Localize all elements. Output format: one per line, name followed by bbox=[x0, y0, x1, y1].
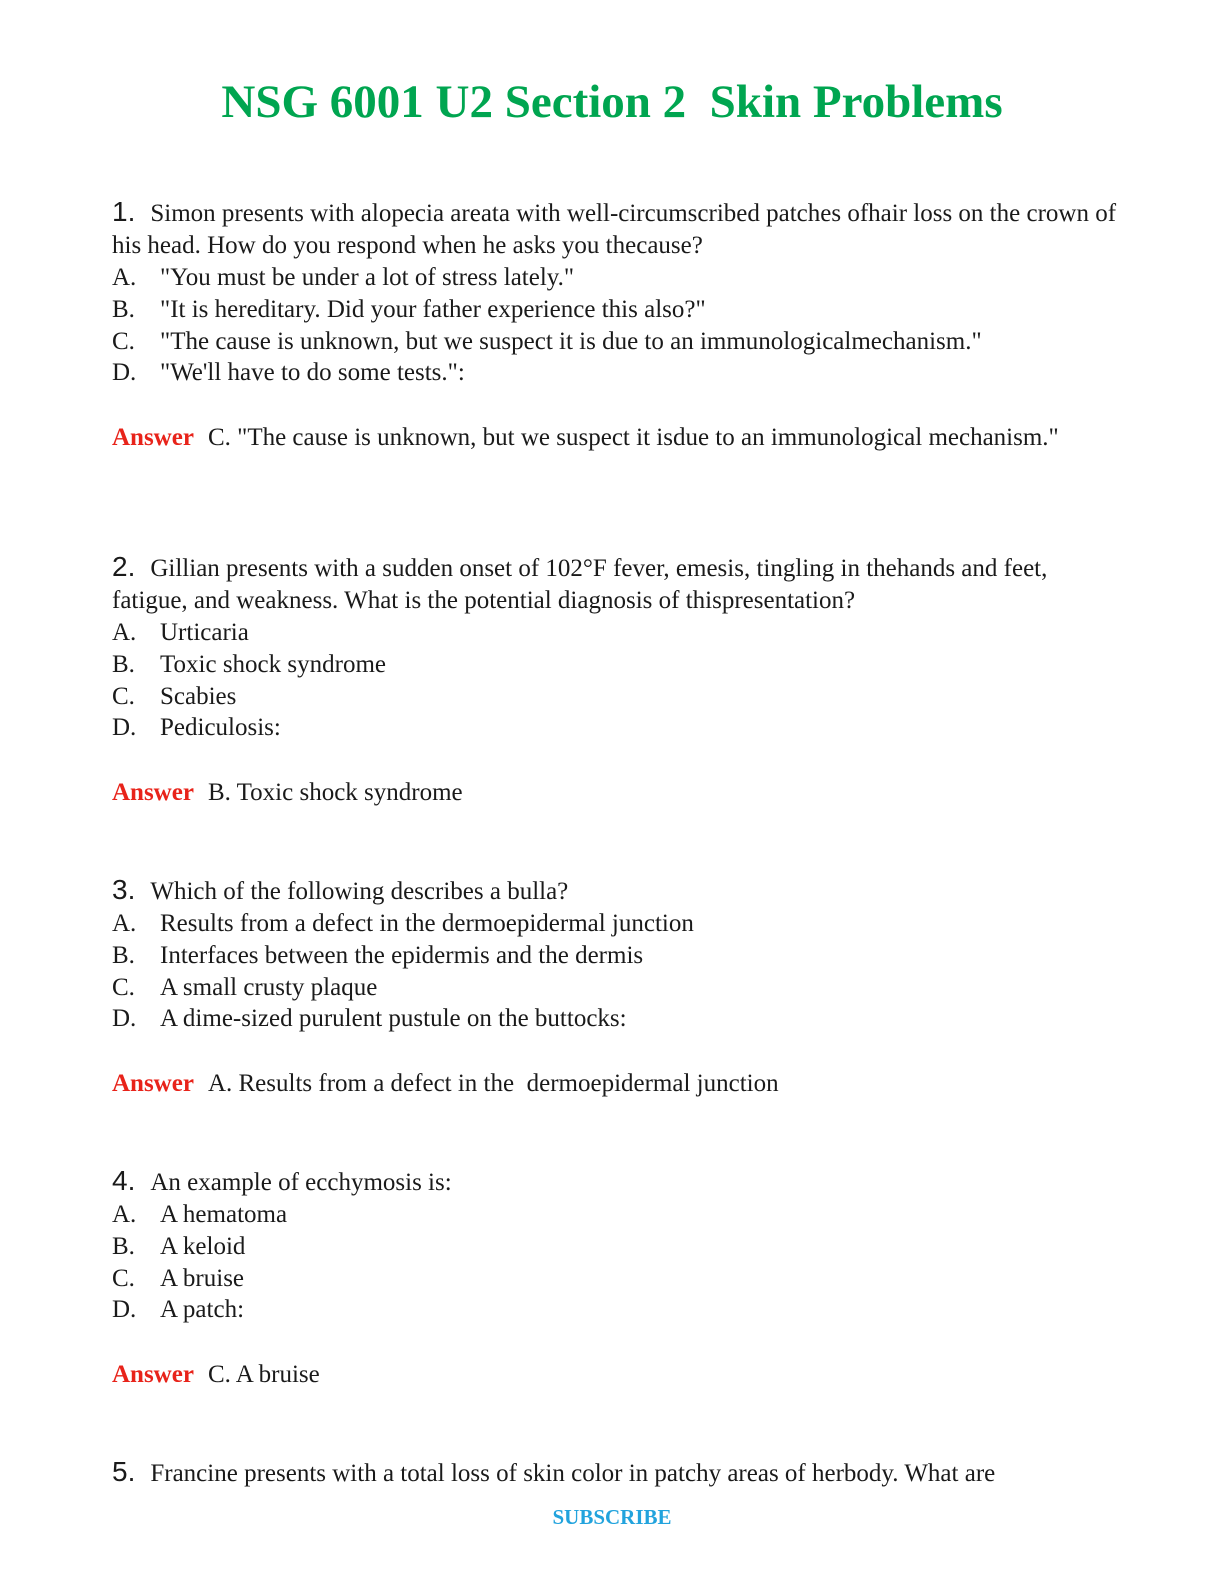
option-letter: B. bbox=[112, 650, 135, 678]
option-text: Toxic shock syndrome bbox=[160, 650, 386, 678]
option-text: "You must be under a lot of stress lately." bbox=[160, 264, 575, 291]
option-letter: A. bbox=[112, 1201, 137, 1228]
option-c bbox=[112, 681, 1122, 713]
option-text: Scabies bbox=[160, 682, 237, 710]
options-list bbox=[112, 908, 1122, 1035]
option-letter: D. bbox=[112, 1005, 137, 1033]
answer-label: Answer bbox=[112, 1361, 194, 1389]
option-b bbox=[112, 294, 1122, 326]
options-list bbox=[112, 1199, 1122, 1326]
answer-text: B. Toxic shock syndrome bbox=[207, 779, 463, 807]
option-a bbox=[112, 908, 1122, 940]
question-stem bbox=[112, 196, 1122, 262]
option-letter: B. bbox=[112, 1232, 135, 1260]
option-c bbox=[112, 1263, 1122, 1295]
option-letter: D. bbox=[112, 1296, 137, 1324]
option-text: A keloid bbox=[160, 1232, 246, 1260]
question-text: Gillian presents with a sudden onset of 102°F fever, emesis, tingling in thehands and feet, fatigue, and weakness. What is the potential diagnosis of thispresentation? bbox=[112, 555, 1048, 614]
option-letter: C. bbox=[112, 973, 135, 1001]
question-number: 3. bbox=[112, 874, 136, 905]
options-list bbox=[112, 262, 1122, 389]
answer-text: A. Results from a defect in the dermoepidermal junction bbox=[207, 1070, 779, 1098]
option-d bbox=[112, 1003, 1122, 1035]
answer-line bbox=[112, 1068, 1122, 1100]
option-text: A bruise bbox=[160, 1264, 245, 1292]
option-d bbox=[112, 712, 1122, 744]
option-letter: A. bbox=[112, 619, 137, 646]
question-stem bbox=[112, 874, 1122, 908]
option-text: A dime-sized purulent pustule on the buttocks: bbox=[160, 1005, 627, 1033]
option-text: A hematoma bbox=[160, 1201, 288, 1228]
question-text: Francine presents with a total loss of skin color in patchy areas of herbody. What are bbox=[150, 1460, 996, 1487]
option-text: A patch: bbox=[160, 1296, 245, 1324]
answer-text: C. A bruise bbox=[207, 1361, 320, 1389]
answer-label: Answer bbox=[112, 1070, 194, 1098]
question-text: An example of ecchymosis is: bbox=[150, 1169, 452, 1196]
question-stem bbox=[112, 1165, 1122, 1199]
option-letter: C. bbox=[112, 1264, 135, 1292]
option-c bbox=[112, 326, 1122, 358]
option-d bbox=[112, 357, 1122, 389]
option-letter: D. bbox=[112, 359, 137, 387]
question-2 bbox=[112, 551, 1122, 809]
question-number: 1. bbox=[112, 196, 136, 227]
option-text: Results from a defect in the dermoepidermal junction bbox=[160, 910, 694, 937]
option-text: A small crusty plaque bbox=[160, 973, 378, 1001]
answer-line bbox=[112, 777, 1122, 809]
option-text: Urticaria bbox=[160, 619, 249, 646]
option-b bbox=[112, 940, 1122, 972]
option-c bbox=[112, 972, 1122, 1004]
option-a bbox=[112, 262, 1122, 294]
option-b bbox=[112, 1231, 1122, 1263]
answer-text: C. "The cause is unknown, but we suspect it isdue to an immunological mechanism." bbox=[207, 424, 1059, 452]
option-letter: B. bbox=[112, 295, 135, 323]
answer-line bbox=[112, 1359, 1122, 1391]
option-text: "It is hereditary. Did your father experience this also?" bbox=[160, 295, 706, 323]
option-letter: C. bbox=[112, 327, 135, 355]
question-number: 4. bbox=[112, 1165, 136, 1196]
answer-line bbox=[112, 422, 1122, 454]
options-list bbox=[112, 617, 1122, 744]
option-text: Pediculosis: bbox=[160, 714, 281, 742]
option-a bbox=[112, 1199, 1122, 1231]
question-stem bbox=[112, 551, 1122, 617]
option-letter: C. bbox=[112, 682, 135, 710]
question-number: 2. bbox=[112, 551, 136, 582]
option-letter: B. bbox=[112, 941, 135, 969]
document-title: NSG 6001 U2 Section 2 Skin Problems bbox=[221, 76, 1003, 128]
question-5 bbox=[112, 1456, 1122, 1490]
option-d bbox=[112, 1294, 1122, 1326]
question-stem bbox=[112, 1456, 1122, 1490]
option-a bbox=[112, 617, 1122, 649]
option-text: "We'll have to do some tests.": bbox=[160, 359, 465, 387]
answer-label: Answer bbox=[112, 779, 194, 807]
option-text: "The cause is unknown, but we suspect it is due to an immunologicalmechanism." bbox=[160, 327, 982, 355]
subscribe-link[interactable]: SUBSCRIBE bbox=[552, 1505, 672, 1529]
question-number: 5. bbox=[112, 1456, 136, 1487]
option-text: Interfaces between the epidermis and the dermis bbox=[160, 941, 644, 969]
option-letter: A. bbox=[112, 264, 137, 291]
option-letter: D. bbox=[112, 714, 137, 742]
answer-label: Answer bbox=[112, 424, 194, 452]
question-text: Which of the following describes a bulla? bbox=[150, 878, 569, 905]
question-text: Simon presents with alopecia areata with well-circumscribed patches ofhair loss on the crown of his head. How do you respond when he asks you thecause? bbox=[112, 200, 1117, 259]
question-1 bbox=[112, 196, 1122, 454]
option-letter: A. bbox=[112, 910, 137, 937]
question-3 bbox=[112, 874, 1122, 1100]
question-4 bbox=[112, 1165, 1122, 1391]
option-b bbox=[112, 649, 1122, 681]
